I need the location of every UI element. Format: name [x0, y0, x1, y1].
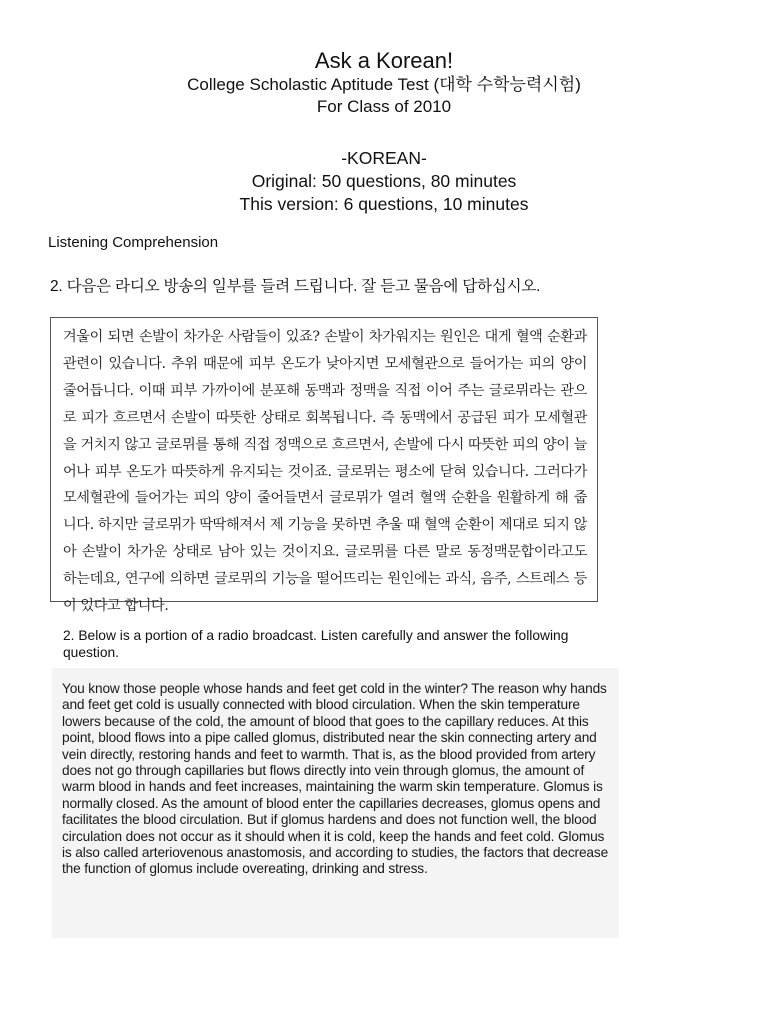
- subject-heading: -KOREAN-: [341, 148, 427, 168]
- passage-korean: 겨울이 되면 손발이 차가운 사람들이 있죠? 손발이 차가워지는 원인은 대게 혈액 순환과 관련이 있습니다. 추위 때문에 피부 온도가 낮아지면 모세혈관으로 들어가는 피의 양이 줄어듭니다. 이때 피부 가까이에 분포해 동맥과 정맥을 직접 이어 주는 글로뮈라는 관으로 피가 흐르면서 손발이 따뜻한 상태로 회복됩니다. 즉 동맥에서 공급된 피가 모세혈관을 거치지 않고 글로뮈를 통해 직접 정맥으로 흐르면서, 손발에 다시 따뜻한 피의 양이 늘어나 피부 온도가 따뜻하게 유지되는 것이죠. 글로뮈는 평소에 닫혀 있습니다. 그러다가 모세혈관에 들어가는 피의 양이 줄어들면서 글로뮈가 열려 혈액 순환을 원활하게 해 줍니다. 하지만 글로뮈가 딱딱해져서 제 기능을 못하면 추울 때 혈액 순환이 제대로 되지 않아 손발이 차가운 상태로 남아 있는 것이지요. 글로뮈를 다른 말로 동정맥문합이라고도 하는데요, 연구에 의하면 글로뮈의 기능을 떨어뜨리는 원인에는 과식, 음주, 스트레스 등이 있다고 합니다.: [50, 317, 598, 602]
- exam-class: For Class of 2010: [316, 97, 452, 116]
- section-label: Listening Comprehension: [48, 234, 219, 251]
- question-prompt-english: 2. Below is a portion of a radio broadcast. Listen carefully and answer the following question.: [63, 628, 569, 660]
- page-header: [0, 48, 768, 118]
- original-length: Original: 50 questions, 80 minutes: [251, 171, 517, 191]
- page-title: Ask a Korean!: [314, 48, 454, 73]
- version-length: This version: 6 questions, 10 minutes: [239, 194, 529, 214]
- exam-info: [0, 147, 768, 216]
- exam-name: College Scholastic Aptitude Test (대학 수학능력시험): [187, 75, 581, 94]
- passage-english: You know those people whose hands and feet get cold in the winter? The reason why hands and feet get cold is usually connected with blood circulation. When the skin temperature lowers because of the cold, the amount of blood that goes to the capillary reduces. At this point, blood flows into a pipe called glomus, distributed near the skin connecting artery and vein directly, restoring hands and feet to warmth. That is, as the blood provided from artery does not go through capillaries but flows directly into vein through glomus, the amount of warm blood in hands and feet increases, maintaining the warm skin temperature. Glomus is normally closed. As the amount of blood enter the capillaries decreases, glomus opens and facilitates the blood circulation. But if glomus hardens and does not function well, the blood circulation does not occur as it should when it is cold, keep the hands and feet cold. Glomus is also called arteriovenous anastomosis, and according to studies, the factors that decrease the function of glomus include overeating, drinking and stress.: [52, 668, 619, 938]
- question-prompt-korean: 2. 다음은 라디오 방송의 일부를 들려 드립니다. 잘 듣고 물음에 답하십시오.: [50, 278, 541, 295]
